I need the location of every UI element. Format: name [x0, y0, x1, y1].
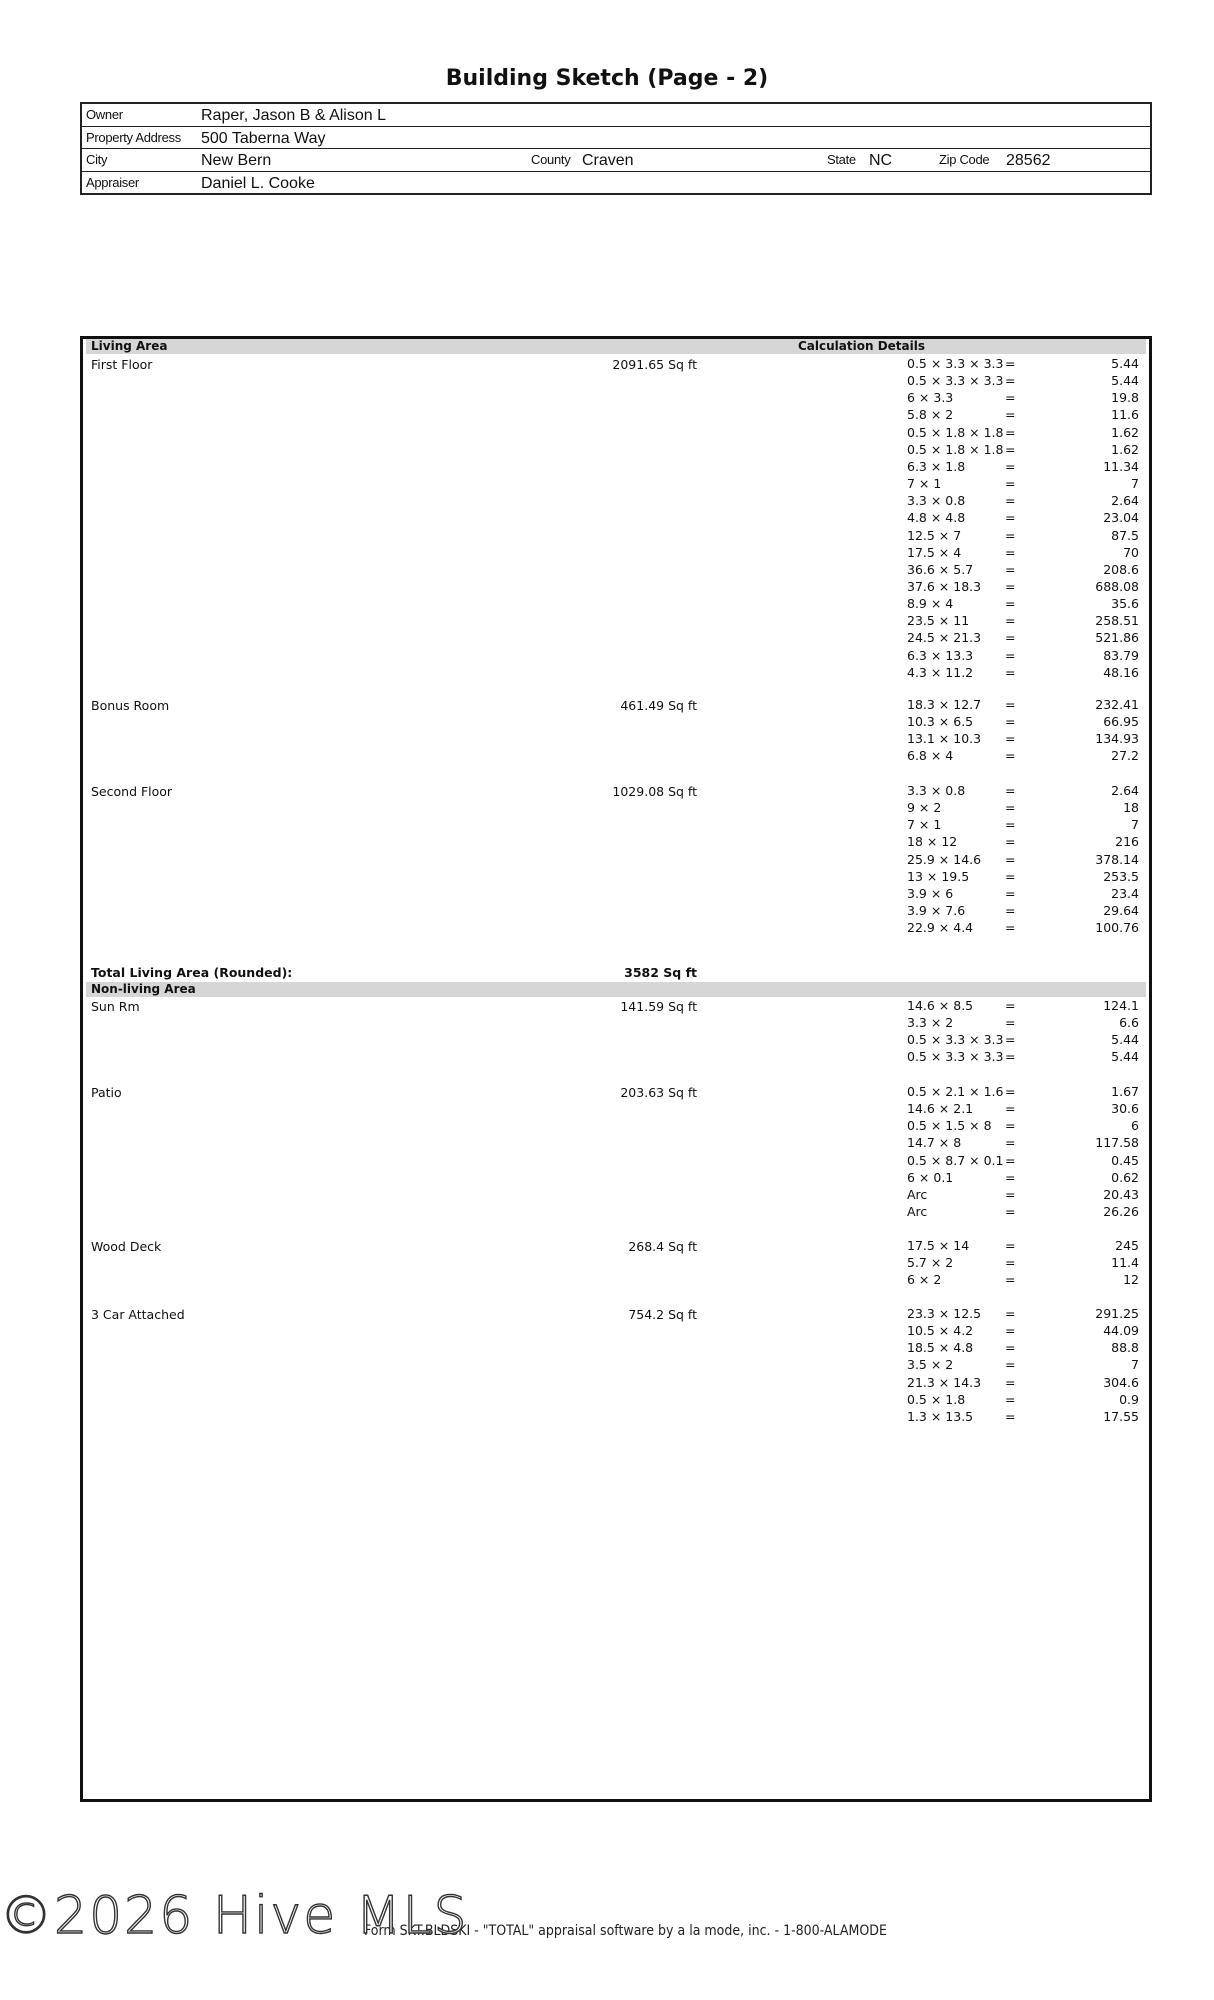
calc-result: 0.62: [1111, 1169, 1139, 1185]
calc-expression: 22.9 × 4.4: [907, 920, 974, 936]
calc-equals: =: [1005, 510, 1016, 526]
calc-result: 5.44: [1111, 1049, 1139, 1065]
calc-equals: =: [1005, 493, 1016, 509]
watermark: ©2026 Hive MLS: [0, 1886, 469, 1946]
calc-equals: =: [1005, 647, 1016, 663]
calc-line: [907, 1031, 1145, 1048]
calc-equals: =: [1005, 390, 1016, 406]
calc-equals: =: [1005, 407, 1016, 423]
area-sqft: 461.49 Sq ft: [620, 698, 697, 713]
address-value: 500 Taberna Way: [201, 129, 326, 147]
calc-result: 291.25: [1095, 1306, 1139, 1321]
calc-line: [907, 1356, 1145, 1373]
calc-result: 216: [1115, 834, 1139, 850]
calc-line: [907, 612, 1145, 629]
calc-expression: 0.5 × 1.8: [907, 1391, 966, 1407]
calc-line: [907, 713, 1145, 730]
area-name: Sun Rm: [91, 999, 140, 1014]
calc-line: [907, 1391, 1145, 1408]
calc-line: [907, 1408, 1145, 1425]
calc-result: 7: [1131, 1357, 1139, 1373]
calc-line: [907, 1083, 1145, 1100]
calc-result: 1.62: [1111, 441, 1139, 457]
calc-line: [907, 1254, 1145, 1271]
calc-line: [907, 1322, 1145, 1339]
calc-equals: =: [1005, 1032, 1016, 1048]
calc-line: [907, 868, 1145, 885]
calc-result: 232.41: [1095, 697, 1139, 712]
calc-expression: 6.3 × 13.3: [907, 647, 974, 663]
area-name: Patio: [91, 1085, 122, 1100]
calc-line: [907, 406, 1145, 423]
calc-expression: 23.3 × 12.5: [907, 1306, 982, 1321]
calc-expression: 18.3 × 12.7: [907, 697, 982, 712]
calc-line: [907, 647, 1145, 664]
calc-equals: =: [1005, 1152, 1016, 1168]
calc-line: [907, 1134, 1145, 1151]
calc-expression: 5.8 × 2: [907, 407, 954, 423]
calc-line: [907, 1152, 1145, 1169]
calc-expression: 21.3 × 14.3: [907, 1374, 982, 1390]
calc-result: 6: [1131, 1118, 1139, 1134]
calc-line: [907, 664, 1145, 681]
calc-line: [907, 730, 1145, 747]
calc-equals: =: [1005, 1169, 1016, 1185]
calc-result: 2.64: [1111, 783, 1139, 798]
calc-expression: 18 × 12: [907, 834, 958, 850]
calc-expression: 0.5 × 3.3 × 3.3: [907, 356, 1004, 371]
calc-equals: =: [1005, 561, 1016, 577]
calc-expression: 6 × 2: [907, 1272, 942, 1288]
calc-equals: =: [1005, 630, 1016, 646]
calc-expression: 4.3 × 11.2: [907, 664, 974, 680]
area-name: Second Floor: [91, 784, 173, 799]
owner-value: Raper, Jason B & Alison L: [201, 107, 386, 124]
calc-line: [907, 1048, 1145, 1065]
calc-equals: =: [1005, 1272, 1016, 1288]
calc-line: [907, 578, 1145, 595]
calc-result: 304.6: [1103, 1374, 1139, 1390]
property-header: [80, 102, 1152, 195]
county-value: Craven: [582, 152, 634, 169]
calc-result: 29.64: [1103, 903, 1139, 919]
calc-expression: 14.7 × 8: [907, 1135, 962, 1151]
zip-value: 28562: [1006, 152, 1051, 169]
city-value: New Bern: [201, 152, 272, 169]
calc-expression: 6 × 3.3: [907, 390, 954, 406]
calc-result: 11.4: [1111, 1255, 1139, 1271]
owner-label: Owner: [86, 107, 123, 122]
calc-result: 5.44: [1111, 356, 1139, 371]
area-calculations-table: [80, 336, 1152, 1802]
calc-line: [907, 696, 1145, 713]
calc-equals: =: [1005, 783, 1016, 798]
calc-equals: =: [1005, 1357, 1016, 1373]
calc-expression: 4.8 × 4.8: [907, 510, 966, 526]
calc-equals: =: [1005, 613, 1016, 629]
owner-row: [82, 104, 1150, 127]
state-value: NC: [869, 152, 893, 169]
calc-expression: 18.5 × 4.8: [907, 1340, 974, 1356]
calc-line: [907, 1014, 1145, 1031]
calc-equals: =: [1005, 1340, 1016, 1356]
area-sqft: 754.2 Sq ft: [628, 1307, 697, 1322]
calc-result: 6.6: [1119, 1015, 1139, 1031]
calc-line: [907, 492, 1145, 509]
calc-expression: 14.6 × 8.5: [907, 998, 974, 1013]
calc-expression: 0.5 × 3.3 × 3.3: [907, 1049, 1004, 1065]
calc-line: [907, 527, 1145, 544]
state-label: State: [827, 152, 856, 167]
calc-result: 20.43: [1103, 1186, 1139, 1202]
calc-equals: =: [1005, 697, 1016, 712]
calc-expression: 25.9 × 14.6: [907, 851, 982, 867]
calc-line: [907, 475, 1145, 492]
calc-line: [907, 1305, 1145, 1322]
calc-result: 70: [1123, 544, 1139, 560]
calc-line: [907, 1100, 1145, 1117]
city-row: [82, 149, 1150, 172]
calc-equals: =: [1005, 441, 1016, 457]
calc-result: 12: [1123, 1272, 1139, 1288]
area-name: First Floor: [91, 357, 153, 372]
calc-expression: 1.3 × 13.5: [907, 1408, 974, 1424]
calc-equals: =: [1005, 714, 1016, 730]
area-name: Wood Deck: [91, 1239, 162, 1254]
calc-expression: 3.3 × 2: [907, 1015, 954, 1031]
calc-equals: =: [1005, 800, 1016, 816]
calc-line: [907, 1237, 1145, 1254]
calc-equals: =: [1005, 1238, 1016, 1253]
calc-expression: 3.9 × 6: [907, 885, 954, 901]
calc-expression: 0.5 × 3.3 × 3.3: [907, 373, 1004, 389]
calc-expression: 5.7 × 2: [907, 1255, 954, 1271]
calc-equals: =: [1005, 748, 1016, 764]
calc-expression: 0.5 × 1.8 × 1.8: [907, 441, 1004, 457]
calc-equals: =: [1005, 1204, 1016, 1220]
calc-line: [907, 561, 1145, 578]
calc-result: 0.45: [1111, 1152, 1139, 1168]
calc-result: 0.9: [1119, 1391, 1139, 1407]
area-sqft: 203.63 Sq ft: [620, 1085, 697, 1100]
calc-expression: Arc: [907, 1186, 928, 1202]
calc-expression: 0.5 × 1.8 × 1.8: [907, 424, 1004, 440]
calc-line: [907, 595, 1145, 612]
calc-line: [907, 799, 1145, 816]
calc-equals: =: [1005, 1374, 1016, 1390]
calc-result: 124.1: [1103, 998, 1139, 1013]
calc-expression: 0.5 × 3.3 × 3.3: [907, 1032, 1004, 1048]
calc-result: 19.8: [1111, 390, 1139, 406]
calc-result: 245: [1115, 1238, 1139, 1253]
calculation-details-heading: Calculation Details: [798, 339, 926, 353]
calc-result: 258.51: [1095, 613, 1139, 629]
calc-line: [907, 458, 1145, 475]
calc-expression: 0.5 × 8.7 × 0.1: [907, 1152, 1004, 1168]
appraiser-value: Daniel L. Cooke: [201, 174, 315, 192]
area-sqft: 2091.65 Sq ft: [612, 357, 697, 372]
calc-result: 1.62: [1111, 424, 1139, 440]
address-row: [82, 127, 1150, 150]
calc-result: 30.6: [1111, 1101, 1139, 1117]
non-living-area-band: [86, 982, 1146, 997]
city-label: City: [86, 152, 108, 167]
calc-result: 1.67: [1111, 1084, 1139, 1099]
calc-result: 100.76: [1095, 920, 1139, 936]
calc-equals: =: [1005, 458, 1016, 474]
living-area-heading: Living Area: [91, 339, 168, 353]
calc-expression: 7 × 1: [907, 476, 942, 492]
calc-line: [907, 833, 1145, 850]
calc-line: [907, 747, 1145, 764]
calc-expression: 6.8 × 4: [907, 748, 954, 764]
calc-result: 688.08: [1095, 578, 1139, 594]
calc-result: 23.4: [1111, 885, 1139, 901]
calc-result: 5.44: [1111, 373, 1139, 389]
calc-result: 87.5: [1111, 527, 1139, 543]
calc-equals: =: [1005, 527, 1016, 543]
calc-expression: 6.3 × 1.8: [907, 458, 966, 474]
calc-expression: 0.5 × 1.5 × 8: [907, 1118, 992, 1134]
calc-line: [907, 1339, 1145, 1356]
calc-line: [907, 355, 1145, 372]
calc-expression: 13 × 19.5: [907, 868, 970, 884]
calc-result: 35.6: [1111, 596, 1139, 612]
calc-equals: =: [1005, 476, 1016, 492]
calc-equals: =: [1005, 1084, 1016, 1099]
calc-expression: 8.9 × 4: [907, 596, 954, 612]
calc-equals: =: [1005, 1408, 1016, 1424]
calc-expression: 3.5 × 2: [907, 1357, 954, 1373]
calc-line: [907, 851, 1145, 868]
calc-equals: =: [1005, 373, 1016, 389]
non-living-area-heading: Non-living Area: [91, 982, 196, 996]
calc-equals: =: [1005, 1101, 1016, 1117]
calc-equals: =: [1005, 578, 1016, 594]
calc-expression: 24.5 × 21.3: [907, 630, 982, 646]
calc-equals: =: [1005, 1186, 1016, 1202]
calc-line: [907, 1203, 1145, 1220]
calc-equals: =: [1005, 1049, 1016, 1065]
calc-line: [907, 1186, 1145, 1203]
calc-expression: 0.5 × 2.1 × 1.6: [907, 1084, 1004, 1099]
calc-equals: =: [1005, 544, 1016, 560]
calc-line: [907, 1271, 1145, 1288]
calc-equals: =: [1005, 851, 1016, 867]
calc-line: [907, 544, 1145, 561]
calc-result: 11.6: [1111, 407, 1139, 423]
calc-result: 26.26: [1103, 1204, 1139, 1220]
address-label: Property Address: [86, 129, 181, 145]
calc-expression: 9 × 2: [907, 800, 942, 816]
total-living-area-label: Total Living Area (Rounded):: [91, 965, 293, 980]
calc-result: 88.8: [1111, 1340, 1139, 1356]
calc-result: 208.6: [1103, 561, 1139, 577]
calc-line: [907, 389, 1145, 406]
calc-expression: 17.5 × 14: [907, 1238, 970, 1253]
area-name: 3 Car Attached: [91, 1307, 185, 1322]
calc-result: 7: [1131, 476, 1139, 492]
calc-result: 11.34: [1103, 458, 1139, 474]
area-sqft: 141.59 Sq ft: [620, 999, 697, 1014]
calc-line: [907, 816, 1145, 833]
calc-expression: 23.5 × 11: [907, 613, 970, 629]
calc-result: 378.14: [1095, 851, 1139, 867]
calc-line: [907, 997, 1145, 1014]
calc-equals: =: [1005, 1015, 1016, 1031]
calc-expression: 14.6 × 2.1: [907, 1101, 974, 1117]
calc-expression: 7 × 1: [907, 817, 942, 833]
calc-line: [907, 441, 1145, 458]
calc-result: 253.5: [1103, 868, 1139, 884]
calc-result: 17.55: [1103, 1408, 1139, 1424]
page-title: Building Sketch (Page - 2): [445, 66, 769, 91]
calc-equals: =: [1005, 998, 1016, 1013]
calc-result: 23.04: [1103, 510, 1139, 526]
calc-line: [907, 629, 1145, 646]
calc-equals: =: [1005, 1118, 1016, 1134]
zip-label: Zip Code: [939, 152, 990, 167]
calc-equals: =: [1005, 834, 1016, 850]
total-living-area-value: 3582 Sq ft: [624, 965, 697, 980]
calc-equals: =: [1005, 920, 1016, 936]
calc-expression: 12.5 × 7: [907, 527, 962, 543]
calc-result: 18: [1123, 800, 1139, 816]
calc-equals: =: [1005, 1135, 1016, 1151]
calc-result: 117.58: [1095, 1135, 1139, 1151]
calc-result: 66.95: [1103, 714, 1139, 730]
calc-line: [907, 919, 1145, 936]
calc-equals: =: [1005, 731, 1016, 747]
calc-line: [907, 424, 1145, 441]
calc-expression: 10.5 × 4.2: [907, 1323, 974, 1339]
calc-expression: 3.3 × 0.8: [907, 493, 966, 509]
calc-result: 5.44: [1111, 1032, 1139, 1048]
calc-equals: =: [1005, 885, 1016, 901]
calc-result: 48.16: [1103, 664, 1139, 680]
calc-result: 134.93: [1095, 731, 1139, 747]
calc-expression: 10.3 × 6.5: [907, 714, 974, 730]
calc-line: [907, 782, 1145, 799]
calc-expression: 3.9 × 7.6: [907, 903, 966, 919]
calc-equals: =: [1005, 1391, 1016, 1407]
area-sqft: 1029.08 Sq ft: [612, 784, 697, 799]
calc-expression: Arc: [907, 1204, 928, 1220]
calc-result: 83.79: [1103, 647, 1139, 663]
calc-result: 27.2: [1111, 748, 1139, 764]
county-label: County: [531, 152, 571, 167]
calc-result: 521.86: [1095, 630, 1139, 646]
calc-result: 44.09: [1103, 1323, 1139, 1339]
calc-equals: =: [1005, 664, 1016, 680]
calc-equals: =: [1005, 1255, 1016, 1271]
appraiser-row: [82, 172, 1150, 195]
calc-line: [907, 1117, 1145, 1134]
calc-expression: 3.3 × 0.8: [907, 783, 966, 798]
living-area-band: [86, 339, 1146, 354]
calc-expression: 6 × 0.1: [907, 1169, 954, 1185]
calc-expression: 37.6 × 18.3: [907, 578, 982, 594]
calc-equals: =: [1005, 424, 1016, 440]
calc-line: [907, 1169, 1145, 1186]
calc-result: 2.64: [1111, 493, 1139, 509]
calc-line: [907, 885, 1145, 902]
form-footer: Form SKT.BLDSKI - "TOTAL" appraisal software by a la mode, inc. - 1-800-ALAMODE: [364, 1923, 887, 1939]
calc-result: 7: [1131, 817, 1139, 833]
calc-equals: =: [1005, 1306, 1016, 1321]
appraiser-label: Appraiser: [86, 174, 139, 190]
calc-equals: =: [1005, 817, 1016, 833]
calc-equals: =: [1005, 356, 1016, 371]
calc-line: [907, 1374, 1145, 1391]
area-name: Bonus Room: [91, 698, 170, 713]
calc-expression: 17.5 × 4: [907, 544, 962, 560]
calc-line: [907, 509, 1145, 526]
calc-equals: =: [1005, 868, 1016, 884]
area-sqft: 268.4 Sq ft: [628, 1239, 697, 1254]
calc-line: [907, 902, 1145, 919]
calc-equals: =: [1005, 1323, 1016, 1339]
calc-line: [907, 372, 1145, 389]
calc-equals: =: [1005, 596, 1016, 612]
calc-expression: 36.6 × 5.7: [907, 561, 974, 577]
calc-equals: =: [1005, 903, 1016, 919]
calc-expression: 13.1 × 10.3: [907, 731, 982, 747]
